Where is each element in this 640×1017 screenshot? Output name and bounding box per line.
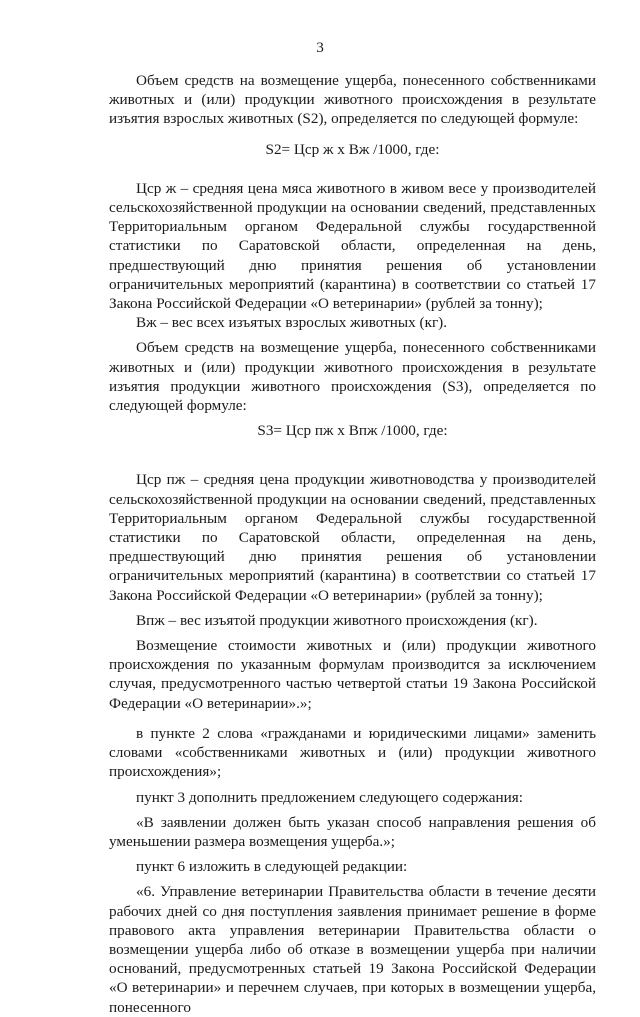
formula-s2: S2= Цср ж х Вж /1000, где:: [265, 140, 440, 158]
paragraph-weight-products: Впж – вес изъятой продукции животного происхождения (кг).: [136, 611, 538, 629]
paragraph-price-meat: Цср ж – средняя цена мяса животного в живом весе у производителей сельскохозяйственной продукции на основании сведений, представленных Территориальным органом Федеральной службы государственной статистики по Саратовской области, определенная на день, предшествующий дню принятия решения об установлении ограничительных мероприятий (карантина) в соответствии со статьей 17 Закона Российской Федерации «О ветеринарии» (рублей за тонну);: [109, 179, 596, 313]
paragraph-compensation-exception: Возмещение стоимости животных и (или) продукции животного происхождения по указанным формулам производится за исключением случая, предусмотренного частью четвертой статьи 19 Закона Российской Федерации «О ветеринарии».»;: [109, 637, 596, 712]
formula-s3: S3= Цср пж х Впж /1000, где:: [257, 422, 448, 440]
paragraph-point-6-text: «6. Управление ветеринарии Правительства области в течение десяти рабочих дней со дня поступления заявления принимает решение в форме правового акта управления ветеринарии Правительства области о возмещении ущерба либо об отказе в возмещении ущерба при наличии оснований, предусмотренных статьей 19 Закона Российской Федерации «О ветеринарии» и перечнем случаев, при которых в возмещении ущерба, понесенного: [109, 883, 596, 1016]
paragraph-point-6: пункт 6 изложить в следующей редакции:: [136, 858, 408, 876]
paragraph-volume-s3: Объем средств на возмещение ущерба, понесенного собственниками животных и (или) продукции животного происхождения в результате изъятия продукции животного происхождения (S3), определяется по следующей формуле:: [109, 339, 596, 415]
paragraph-weight-adult: Вж – вес всех изъятых взрослых животных (кг).: [136, 314, 448, 332]
document-body: [109, 71, 596, 1017]
paragraph-point-2: в пункте 2 слова «гражданами и юридическими лицами» заменить словами «собственниками животных и (или) продукции животного происхождения»;: [109, 724, 596, 781]
paragraph-price-products: Цср пж – средняя цена продукции животноводства у производителей сельскохозяйственной продукции на основании сведений, представленных Территориальным органом Федеральной службы государственной статистики по Саратовской области, определенная на день, предшествующий дню принятия решения об установлении ограничительных мероприятий (карантина) в соответствии со статьей 17 Закона Российской Федерации «О ветеринарии» (рублей за тонну);: [109, 471, 596, 604]
paragraph-application-note: «В заявлении должен быть указан способ направления решения об уменьшении размера возмещения ущерба.»;: [109, 813, 596, 850]
page-number: 3: [316, 39, 324, 56]
paragraph-point-3: пункт 3 дополнить предложением следующего содержания:: [136, 788, 523, 806]
paragraph-volume-s2: Объем средств на возмещение ущерба, понесенного собственниками животных и (или) продукции животного происхождения в результате изъятия взрослых животных (S2), определяется по следующей формуле:: [109, 72, 596, 128]
